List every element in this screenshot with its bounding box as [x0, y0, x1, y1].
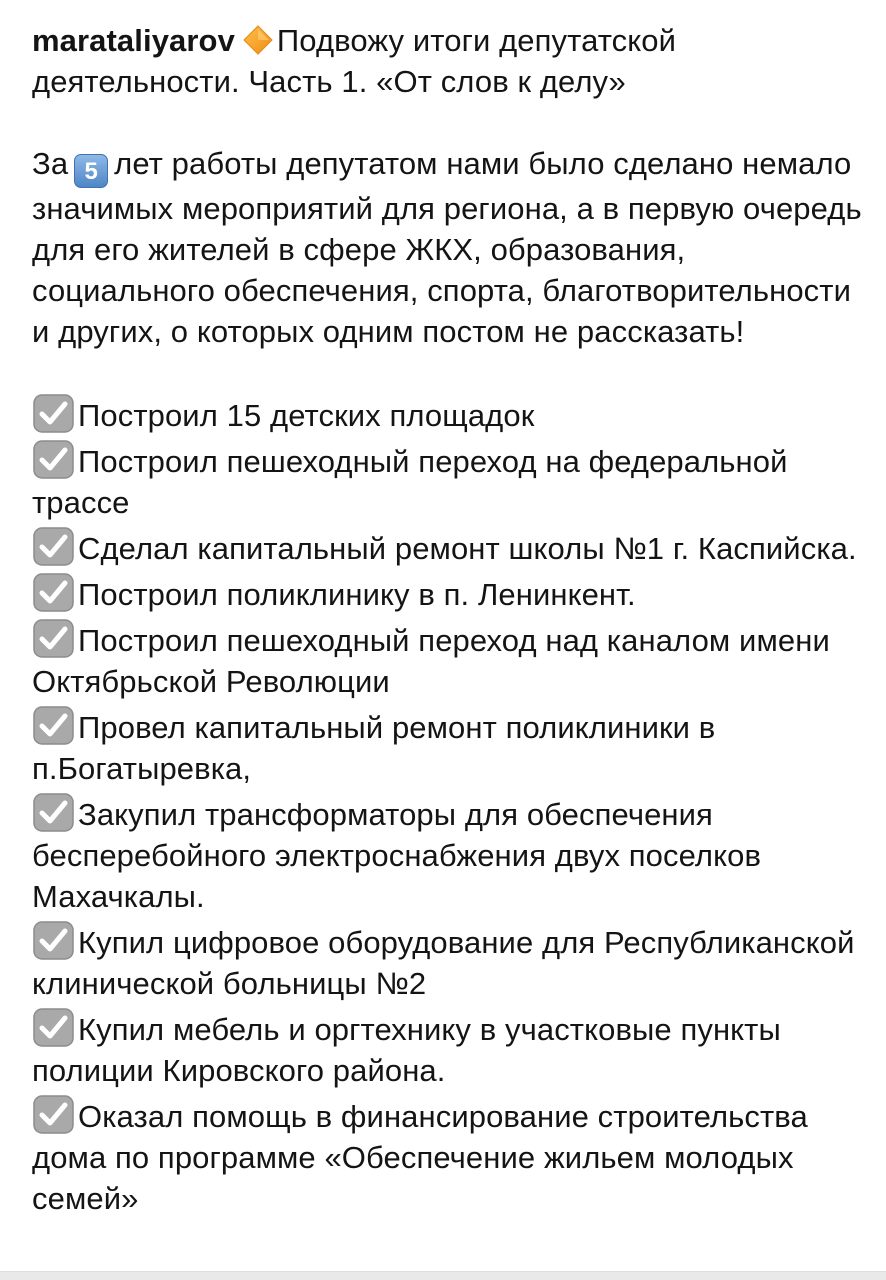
check-box-icon — [32, 618, 75, 659]
item-text: Купил мебель и оргтехнику в участковые пункты полиции Кировского района. — [32, 1012, 781, 1088]
list-item — [32, 393, 872, 436]
list-item — [32, 439, 872, 523]
item-text: Провел капитальный ремонт поликлиники в п.Богатыревка, — [32, 710, 716, 786]
blank-line — [32, 352, 872, 393]
list-item — [32, 572, 872, 615]
check-box-icon — [32, 792, 75, 833]
item-text: Купил цифровое оборудование для Республиканской клинической больницы №2 — [32, 925, 855, 1001]
item-text: Построил пешеходный переход над каналом имени Октябрьской Революции — [32, 623, 830, 699]
bottom-divider — [0, 1271, 886, 1280]
post-caption — [32, 20, 872, 1222]
check-box-icon — [32, 705, 75, 746]
intro-before: За — [32, 146, 69, 181]
item-text: Построил пешеходный переход на федеральной трассе — [32, 444, 788, 520]
item-text: Оказал помощь в финансирование строительства дома по программе «Обеспечение жильем молодых семей» — [32, 1099, 808, 1216]
post-title: Подвожу итоги депутатской деятельности. Часть 1. «От слов к делу» — [32, 23, 677, 99]
username-link[interactable]: marataliyarov — [32, 23, 235, 58]
list-item — [32, 618, 872, 702]
keycap-5-icon: 5 — [74, 154, 108, 188]
list-item — [32, 526, 872, 569]
intro-text: лет работы депутатом нами было сделано немало значимых мероприятий для региона, а в первую очередь для его жителей в сфере ЖКХ, образования, социального обеспечения, спорта, благотворительности и других, о которых одним постом не рассказать! — [32, 146, 862, 349]
check-box-icon — [32, 439, 75, 480]
item-text: Построил 15 детских площадок — [78, 398, 535, 433]
item-text: Сделал капитальный ремонт школы №1 г. Каспийска. — [78, 531, 857, 566]
list-item — [32, 1094, 872, 1219]
intro-paragraph — [32, 143, 872, 352]
item-text: Закупил трансформаторы для обеспечения бесперебойного электроснабжения двух поселков Махачкалы. — [32, 797, 762, 914]
check-box-icon — [32, 572, 75, 613]
check-box-icon — [32, 526, 75, 567]
check-box-icon — [32, 1094, 75, 1135]
list-item — [32, 792, 872, 917]
list-item — [32, 705, 872, 789]
achievements-list — [32, 393, 872, 1219]
list-item — [32, 1007, 872, 1091]
caption-heading — [32, 20, 872, 102]
item-text: Построил поликлинику в п. Ленинкент. — [78, 577, 636, 612]
check-box-icon — [32, 1007, 75, 1048]
check-box-icon — [32, 393, 75, 434]
list-item — [32, 920, 872, 1004]
check-box-icon — [32, 920, 75, 961]
blank-line — [32, 102, 872, 143]
orange-diamond-icon — [243, 25, 273, 55]
